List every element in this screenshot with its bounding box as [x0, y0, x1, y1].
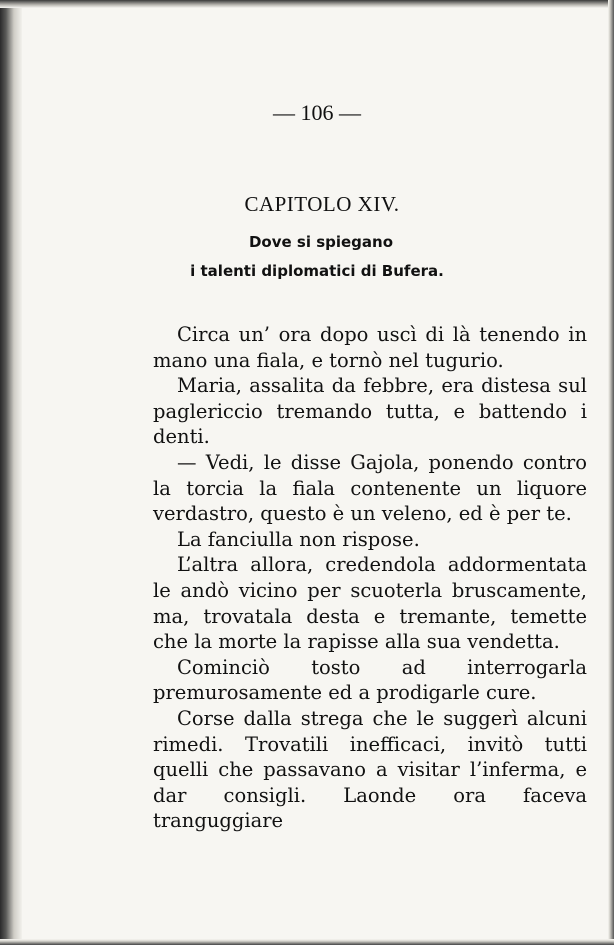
chapter-title: CAPITOLO XIV.: [244, 192, 400, 216]
chapter-subtitle-line-1: Dove si spiegano: [248, 233, 394, 251]
chapter-subtitle-line-2: i talenti diplomatici di Bufera.: [190, 262, 444, 280]
page-top-edge: [0, 0, 614, 8]
paragraph-4: La fanciulla non rispose.: [177, 527, 420, 551]
paragraph-6: Cominciò tosto ad interrogarla premurosamente ed a prodigarle cure.: [153, 655, 587, 705]
page-number: — 106 —: [273, 100, 361, 125]
paragraph-5: L’altra allora, credendola addormentata le andò vicino per scuoterla bruscamente, ma, trovatala desta e tremante, temette che la morte la rapisse alla sua vendetta.: [153, 553, 587, 654]
body-text: [153, 322, 587, 834]
paragraph-7: Corse dalla strega che le suggerì alcuni rimedi. Trovatili inefficaci, invitò tutti quelli che passavano a visitar l’inferma, e dar consigli. Laonde ora faceva tranguggiare: [153, 706, 587, 833]
paragraph-2: Maria, assalita da febbre, era distesa sul paglericcio tremando tutta, e battendo i denti.: [153, 374, 587, 449]
page-bottom-edge: [0, 939, 614, 945]
page-right-edge: [608, 0, 614, 945]
page-binding-shadow: [0, 0, 22, 945]
paragraph-3: — Vedi, le disse Gajola, ponendo contro la torcia la fiala contenente un liquore verdastro, questo è un veleno, ed è per te.: [153, 450, 587, 526]
paragraph-1: Circa un’ ora dopo uscì di là tenendo in mano una fiala, e tornò nel tugurio.: [153, 323, 587, 372]
